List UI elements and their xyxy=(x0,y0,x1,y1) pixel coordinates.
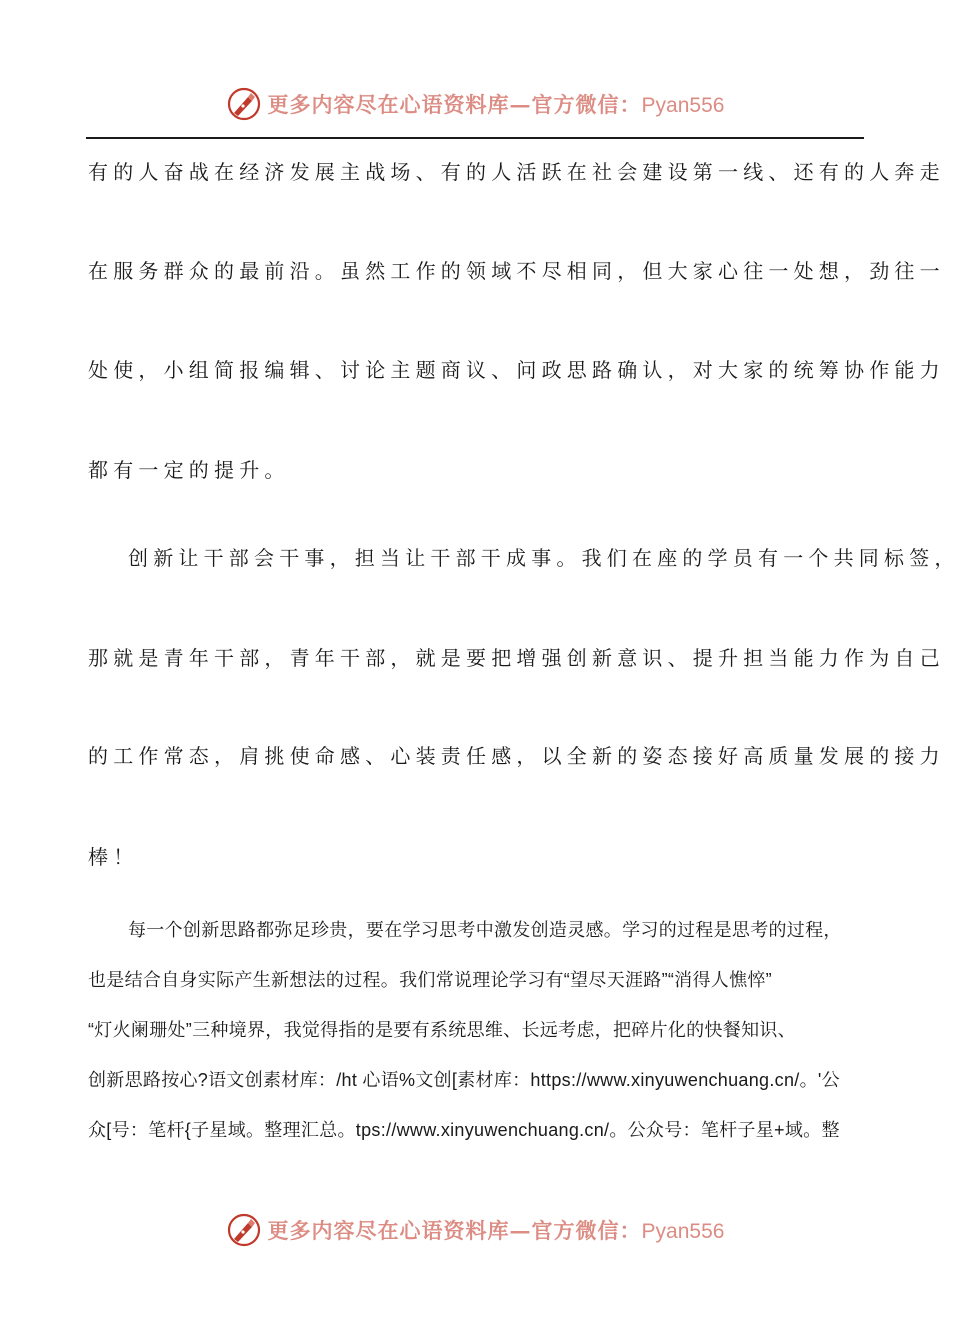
text-line: 众[号：笔杆{子星域。整理汇总。tps://www.xinyuwenchuang.cn/。公众号：笔杆子星+域。整 xyxy=(88,1120,840,1140)
text-line: 都有一定的提升。 xyxy=(88,458,290,482)
header-divider xyxy=(86,137,864,139)
text-line: 也是结合自身实际产生新想法的过程。我们常说理论学习有“望尽天涯路”“消得人憔悴” xyxy=(88,970,772,990)
text-line: 有的人奋战在经济发展主战场、有的人活跃在社会建设第一线、还有的人奔走 xyxy=(88,160,945,184)
pen-nib-icon xyxy=(226,1212,262,1248)
paragraph-first-line: 每一个创新思路都弥足珍贵，要在学习思考中激发创造灵感。学习的过程是思考的过程， xyxy=(128,920,842,940)
text-line: 在服务群众的最前沿。虽然工作的领域不尽相同，但大家心往一处想，劲往一 xyxy=(88,259,945,283)
header-banner xyxy=(0,84,950,124)
text-line: “灯火阑珊处”三种境界，我觉得指的是要有系统思维、长远考虑，把碎片化的快餐知识、 xyxy=(88,1020,796,1040)
text-line: 的工作常态，肩挑使命感、心装责任感，以全新的姿态接好高质量发展的接力 xyxy=(88,744,945,768)
banner-wechat-id: Pyan556 xyxy=(641,94,725,117)
text-line: 棒！ xyxy=(88,845,139,869)
text-line: 那就是青年干部，青年干部，就是要把增强创新意识、提升担当能力作为自己 xyxy=(88,646,945,670)
text-line: 处使，小组简报编辑、讨论主题商议、问政思路确认，对大家的统筹协作能力 xyxy=(88,358,945,382)
paragraph-first-line: 创新让干部会干事，担当让干部干成事。我们在座的学员有一个共同标签， xyxy=(128,546,960,570)
pen-nib-icon xyxy=(226,86,262,122)
banner-text: 更多内容尽在心语资料库—官方微信：Pyan556 xyxy=(267,1218,725,1243)
footer-banner xyxy=(0,1210,950,1250)
text-line: 创新思路按心?语文创素材库：/ht 心语%文创[素材库：https://www.xinyuwenchuang.cn/。'公 xyxy=(88,1070,840,1090)
banner-wechat-id: Pyan556 xyxy=(641,1220,725,1243)
banner-text: 更多内容尽在心语资料库—官方微信：Pyan556 xyxy=(267,92,725,117)
